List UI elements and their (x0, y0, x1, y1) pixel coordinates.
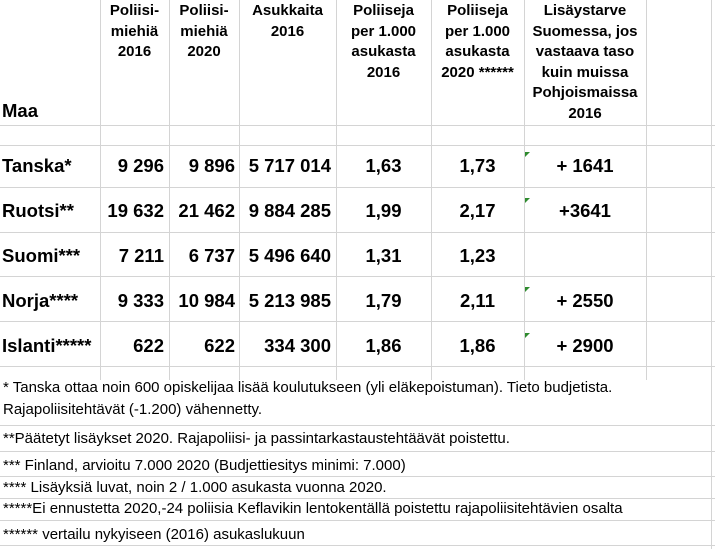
header-line: miehiä (180, 22, 228, 40)
header-line: per 1.000 (444, 22, 511, 40)
cell-police-2020: 622 (204, 335, 235, 356)
gridline (0, 366, 715, 367)
cell-population: 334 300 (264, 335, 331, 356)
header-line: 2020 ****** (441, 63, 514, 81)
cell-additional-need: + 2900 (556, 335, 614, 356)
column-header-ratio-2016 (336, 1, 431, 83)
header-line: Suomessa, jos (532, 22, 638, 40)
comment-marker-icon (525, 152, 530, 157)
country-column-header: Maa (2, 100, 38, 121)
cell-police-2016: 9 333 (117, 290, 164, 311)
cell-population: 5 213 985 (248, 290, 331, 311)
cell-ratio-2016: 1,31 (365, 245, 402, 266)
cell-police-2016: 7 211 (118, 245, 164, 266)
header-line: Lisäystarve (543, 2, 627, 19)
cell-ratio-2016: 1,79 (365, 290, 402, 311)
footnote: **** Lisäyksiä luvat, noin 2 / 1.000 asukasta vuonna 2020. (3, 479, 387, 496)
header-line: Poliiseja (447, 2, 508, 19)
cell-police-2020: 6 737 (188, 245, 235, 266)
column-header-ratio-2020 (431, 1, 524, 83)
gridline (239, 0, 240, 380)
cell-ratio-2016: 1,63 (365, 155, 402, 176)
comment-marker-icon (525, 333, 530, 338)
gridline (0, 520, 715, 521)
header-line: 2016 (117, 43, 152, 60)
header-line: Poliiseja (353, 2, 414, 19)
header-line: vastaava taso (535, 43, 635, 60)
column-header-population-2016 (239, 1, 336, 42)
cell-police-2020: 9 896 (188, 155, 235, 176)
comment-marker-icon (525, 198, 530, 203)
cell-population: 5 717 014 (248, 155, 331, 176)
gridline (0, 451, 715, 452)
header-line: 2016 (270, 22, 305, 40)
row-country: Ruotsi** (2, 200, 74, 221)
cell-ratio-2016: 1,86 (365, 335, 402, 356)
gridline (0, 276, 715, 277)
footnote: Rajapoliisitehtävät (-1.200) vähennetty. (3, 401, 263, 418)
row-country: Tanska* (2, 155, 72, 176)
footnote: *** Finland, arvioitu 7.000 2020 (Budjettiesitys minimi: 7.000) (3, 457, 406, 474)
gridline (0, 425, 715, 426)
row-country: Islanti***** (2, 335, 92, 356)
footnote: ****** vertailu nykyiseen (2016) asukaslukuun (3, 526, 305, 543)
cell-population: 9 884 285 (248, 200, 331, 221)
cell-additional-need: + 2550 (556, 290, 614, 311)
gridline (0, 125, 715, 126)
cell-ratio-2020: 1,73 (459, 155, 496, 176)
header-line: 2016 (568, 104, 602, 122)
gridline (0, 321, 715, 322)
column-header-additional-need (524, 1, 646, 124)
cell-ratio-2020: 1,23 (459, 245, 496, 266)
header-line: Asukkaita (252, 2, 323, 19)
header-line: 2020 (187, 43, 221, 60)
cell-police-2016: 19 632 (107, 200, 164, 221)
cell-additional-need: + 1641 (556, 155, 614, 176)
footnote: **Päätetyt lisäykset 2020. Rajapoliisi- ja passintarkastaustehtäävät poistettu. (3, 430, 510, 447)
gridline (0, 232, 715, 233)
header-line: kuin muissa (541, 63, 629, 81)
cell-police-2020: 21 462 (178, 200, 235, 221)
cell-police-2016: 9 296 (117, 155, 164, 176)
cell-police-2020: 10 984 (178, 290, 235, 311)
cell-ratio-2020: 2,17 (459, 200, 496, 221)
cell-ratio-2016: 1,99 (365, 200, 402, 221)
footnote: *****Ei ennustetta 2020,-24 poliisia Keflavikin lentokentällä poistettu rajapoliisitehtävien osalta (3, 500, 623, 517)
column-header-police-2016 (100, 1, 169, 63)
gridline (0, 145, 715, 146)
gridline (646, 0, 647, 380)
gridline (711, 0, 712, 549)
header-line: Pohjoismaissa (532, 84, 638, 101)
column-header-police-2020 (169, 1, 239, 63)
header-line: 2016 (366, 63, 401, 81)
header-line: miehiä (110, 22, 159, 40)
header-line: asukasta (445, 43, 510, 60)
cell-population: 5 496 640 (248, 245, 331, 266)
cell-additional-need: +3641 (559, 200, 611, 221)
header-line: asukasta (351, 43, 416, 60)
row-country: Norja**** (2, 290, 79, 311)
cell-ratio-2020: 1,86 (459, 335, 496, 356)
row-country: Suomi*** (2, 245, 81, 266)
header-line: per 1.000 (350, 22, 417, 40)
footnote: * Tanska ottaa noin 600 opiskelijaa lisää koulutukseen (yli eläkepoistuman). Tieto budjetista. (3, 379, 613, 396)
cell-ratio-2020: 2,11 (460, 290, 495, 311)
header-line: Poliisi- (179, 2, 229, 19)
header-line: Poliisi- (109, 2, 160, 19)
gridline (0, 187, 715, 188)
cell-police-2016: 622 (133, 335, 164, 356)
comment-marker-icon (525, 287, 530, 292)
